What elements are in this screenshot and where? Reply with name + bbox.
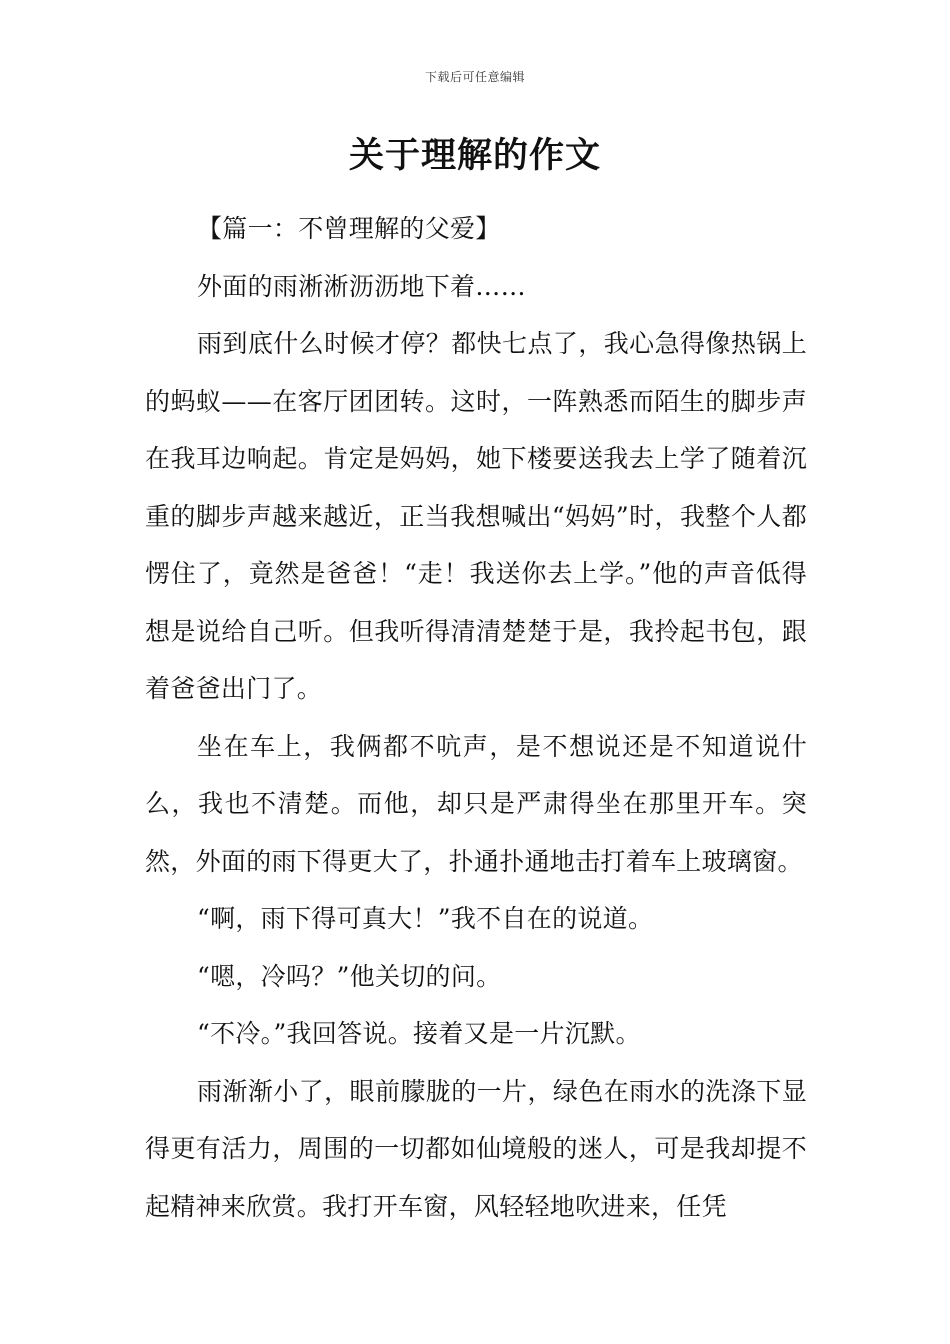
paragraph: 坐在车上，我俩都不吭声，是不想说还是不知道说什么，我也不清楚。而他，却只是严肃得坐在那里开车。突然，外面的雨下得更大了，扑通扑通地击打着车上玻璃窗。 bbox=[145, 731, 807, 876]
dialogue-paragraph: “啊，雨下得可真大！”我不自在的说道。 bbox=[197, 904, 654, 933]
header-note: 下载后可任意编辑 bbox=[424, 70, 525, 84]
paragraph: 雨渐渐小了，眼前朦胧的一片，绿色在雨水的洗涤下显得更有活力，周围的一切都如仙境般的迷人，可是我却提不起精神来欣赏。我打开车窗，风轻轻地吹进来，任凭 bbox=[145, 1076, 807, 1221]
paragraph: 雨到底什么时候才停？都快七点了，我心急得像热锅上的蚂蚁——在客厅团团转。这时，一阵熟悉而陌生的脚步声在我耳边响起。肯定是妈妈，她下楼要送我去上学了随着沉重的脚步声越来越近，正当我想喊出“妈妈”时，我整个人都愣住了，竟然是爸爸！“走！我送你去上学。”他的声音低得想是说给自己听。但我听得清清楚楚于是，我拎起书包，跟着爸爸出门了。 bbox=[145, 329, 807, 703]
dialogue-paragraph: “嗯，冷吗？”他关切的问。 bbox=[197, 961, 502, 991]
dialogue-paragraph: “不冷。”我回答说。接着又是一片沉默。 bbox=[197, 1019, 641, 1048]
section-heading: 【篇一：不曾理解的父爱】 bbox=[197, 214, 501, 243]
document-title: 关于理解的作文 bbox=[348, 136, 601, 176]
paragraph: 外面的雨淅淅沥沥地下着…… bbox=[197, 271, 526, 301]
document-body bbox=[145, 200, 807, 1235]
